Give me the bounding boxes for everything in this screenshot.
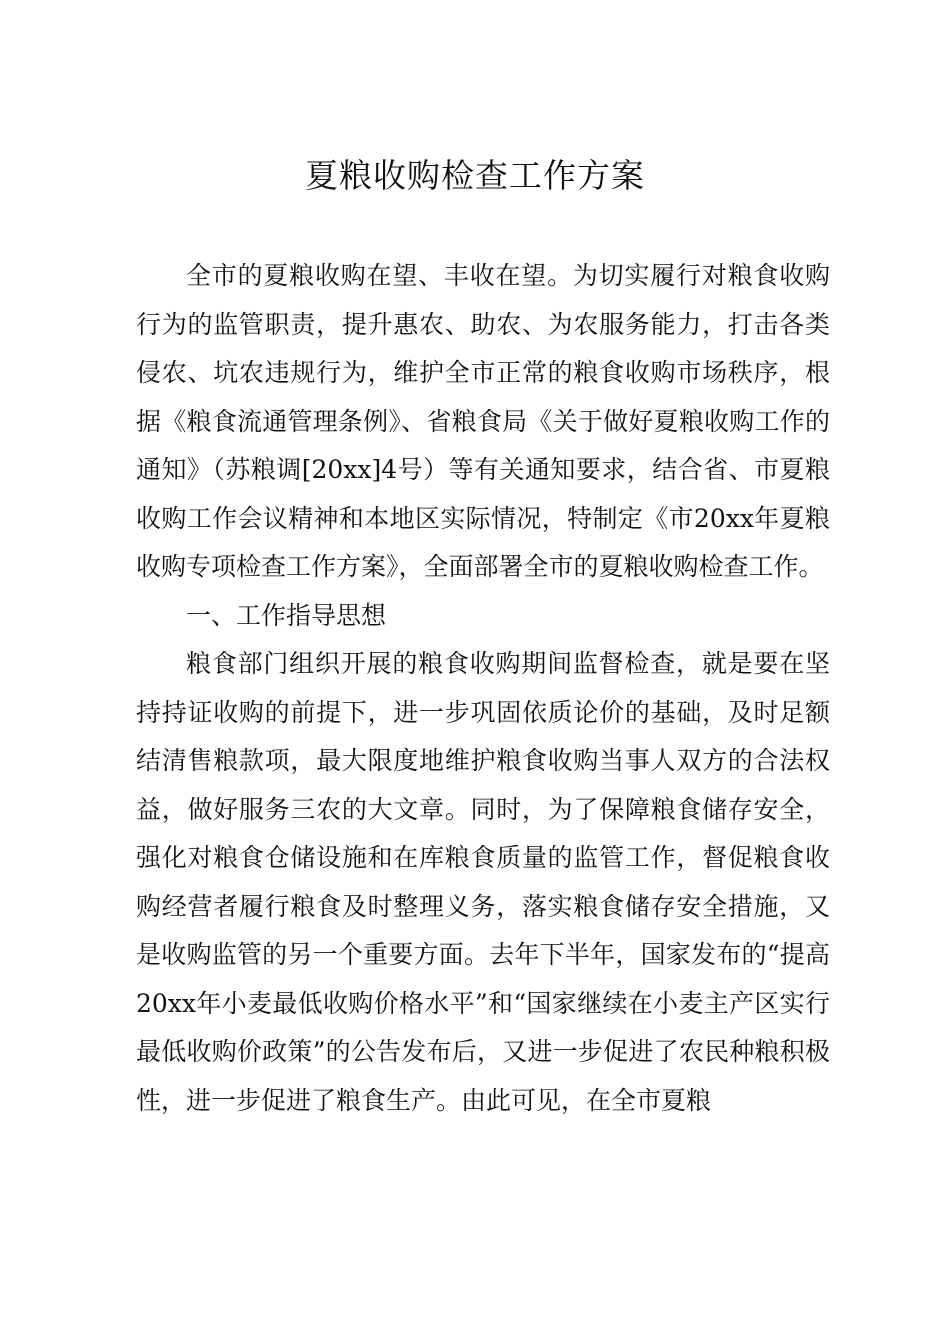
- section-paragraph-guiding-ideology: 粮食部门组织开展的粮食收购期间监督检查，就是要在坚持持证收购的前提下，进一步巩固依质论价的基础，及时足额结清售粮款项，最大限度地维护粮食收购当事人双方的合法权益，做好服务三农的大文章。同时，为了保障粮食储存安全，强化对粮食仓储设施和在库粮食质量的监管工作，督促粮食收购经营者履行粮食及时整理义务，落实粮食储存安全措施，又是收购监管的另一个重要方面。去年下半年，国家发布的“提高20xx年小麦最低收购价格水平”和“国家继续在小麦主产区实行最低收购价政策”的公告发布后，又进一步促进了农民种粮积极性，进一步促进了粮食生产。由此可见，在全市夏粮: [136, 649, 830, 1115]
- document-title: 夏粮收购检查工作方案: [305, 156, 645, 195]
- document-body: [136, 252, 830, 1125]
- intro-paragraph: 全市的夏粮收购在望、丰收在望。为切实履行对粮食收购行为的监管职责，提升惠农、助农、为农服务能力，打击各类侵农、坑农违规行为，维护全市正常的粮食收购市场秩序，根据《粮食流通管理条例》、省粮食局《关于做好夏粮收购工作的通知》（苏粮调[20xx]4号）等有关通知要求，结合省、市夏粮收购工作会议精神和本地区实际情况，特制定《市20xx年夏粮收购专项检查工作方案》，全面部署全市的夏粮收购检查工作。: [136, 261, 830, 581]
- section-heading-guiding-ideology: 一、工作指导思想: [186, 600, 387, 630]
